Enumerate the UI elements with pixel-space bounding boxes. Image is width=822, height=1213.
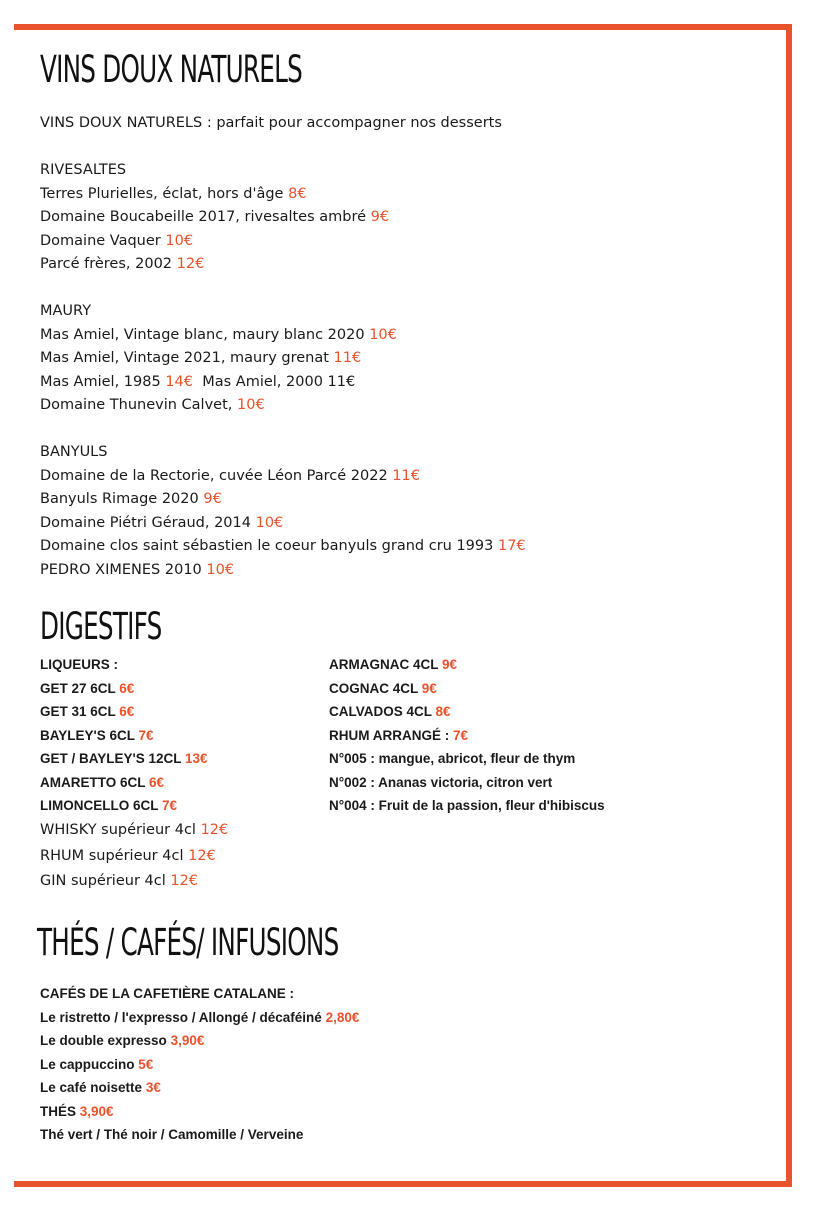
item-name: Domaine Piétri Géraud, 2014 <box>40 514 251 531</box>
item-price: 14€ <box>165 373 193 390</box>
item-price: 7€ <box>453 727 469 743</box>
list-item <box>40 535 526 559</box>
item-price: 6€ <box>119 704 135 719</box>
item-name: Le ristretto / l'expresso / Allongé / décaféiné <box>40 1009 322 1025</box>
list-item <box>40 1100 359 1124</box>
item-name: Parcé frères, 2002 <box>40 256 173 272</box>
hot-drinks-list <box>40 982 359 1147</box>
list-item <box>40 869 228 895</box>
list-item <box>40 1076 359 1100</box>
digestifs-right-list <box>329 653 605 818</box>
item-name: THÉS <box>40 1103 77 1119</box>
item-price-secondary: 11€ <box>327 373 356 390</box>
item-name: N°004 : Fruit de la passion, fleur d'hibiscus <box>329 798 605 813</box>
list-item <box>40 794 208 818</box>
list-item <box>40 982 359 1006</box>
item-price: 7€ <box>138 727 154 743</box>
item-price: 10€ <box>165 232 194 249</box>
section-title-vins-doux-naturels: VINS DOUX NATURELS <box>40 48 303 91</box>
list-item <box>40 347 397 371</box>
item-name: PEDRO XIMENES 2010 <box>40 561 202 578</box>
item-name: WHISKY supérieur 4cl <box>40 822 196 838</box>
list-item <box>40 724 208 748</box>
list-item <box>40 747 208 771</box>
frame-top-border <box>14 24 792 30</box>
item-name: N°005 : mangue, abricot, fleur de thym <box>329 751 576 766</box>
list-item <box>329 700 605 724</box>
item-name: GET 27 6CL <box>40 680 116 696</box>
item-price: 10€ <box>237 397 265 413</box>
digestifs-superior-list <box>40 818 228 895</box>
list-item <box>329 677 605 701</box>
item-name: AMARETTO 6CL <box>40 774 146 790</box>
item-name: RHUM ARRANGÉ : <box>329 727 450 743</box>
list-item <box>40 1123 359 1147</box>
item-price: 13€ <box>185 751 208 766</box>
list-item <box>40 818 228 844</box>
item-name-secondary: Mas Amiel, 2000 <box>202 373 323 390</box>
item-name: GET / BAYLEY'S 12CL <box>40 751 182 766</box>
item-price: 9€ <box>203 491 222 507</box>
item-name: CALVADOS 4CL <box>329 704 432 719</box>
item-price: 3€ <box>145 1080 161 1095</box>
item-price: 9€ <box>421 680 437 696</box>
rivesaltes-list <box>40 159 389 277</box>
item-name: Mas Amiel, 1985 <box>40 373 161 390</box>
item-price: 9€ <box>442 657 458 672</box>
digestifs-left-list <box>40 653 208 818</box>
banyuls-list <box>40 441 526 582</box>
list-item <box>40 183 389 207</box>
item-name: Le cappuccino <box>40 1056 135 1072</box>
item-price: 10€ <box>206 561 235 578</box>
list-item <box>40 512 526 536</box>
list-item <box>329 794 605 818</box>
item-name: Domaine Vaquer <box>40 232 161 249</box>
item-name: ARMAGNAC 4CL <box>329 657 439 672</box>
item-price: 11€ <box>333 350 362 366</box>
item-price: 12€ <box>200 822 229 838</box>
list-item <box>40 559 526 583</box>
item-price: 12€ <box>188 847 216 864</box>
item-price: 9€ <box>370 209 390 225</box>
item-name: Mas Amiel, Vintage blanc, maury blanc 2020 <box>40 326 365 343</box>
list-item <box>40 253 389 277</box>
item-name: RHUM supérieur 4cl <box>40 847 184 864</box>
list-item <box>329 653 605 677</box>
list-item <box>329 771 605 795</box>
item-price: 17€ <box>497 538 526 554</box>
item-price: 12€ <box>170 873 199 889</box>
category-label-liqueurs: LIQUEURS : <box>40 657 119 672</box>
list-item <box>40 488 526 512</box>
list-item <box>329 747 605 771</box>
item-price: 12€ <box>176 256 205 272</box>
list-item <box>40 230 389 254</box>
item-price: 6€ <box>149 774 165 790</box>
item-name: COGNAC 4CL <box>329 680 419 696</box>
item-name: LIMONCELLO 6CL <box>40 798 159 813</box>
item-price: 10€ <box>369 326 397 343</box>
section-intro: VINS DOUX NATURELS : parfait pour accompagner nos desserts <box>40 115 502 131</box>
frame-bottom-border <box>14 1181 792 1187</box>
item-name: Thé vert / Thé noir / Camomille / Verveine <box>40 1127 304 1142</box>
item-name: GIN supérieur 4cl <box>40 873 166 889</box>
item-price: 7€ <box>162 798 178 813</box>
item-price: 2,80€ <box>325 1009 360 1025</box>
frame-right-border <box>786 24 792 1187</box>
item-price: 11€ <box>392 467 420 484</box>
item-price: 8€ <box>435 704 451 719</box>
item-name: N°002 : Ananas victoria, citron vert <box>329 774 553 790</box>
list-item <box>40 1006 359 1030</box>
list-item <box>40 677 208 701</box>
item-name: BAYLEY'S 6CL <box>40 727 135 743</box>
item-price: 3,90€ <box>79 1103 114 1119</box>
category-label-banyuls: BANYULS <box>40 444 108 460</box>
list-item <box>40 394 397 418</box>
item-name: Le café noisette <box>40 1080 143 1095</box>
list-item <box>40 465 526 489</box>
item-name: Domaine de la Rectorie, cuvée Léon Parcé 2022 <box>40 467 388 484</box>
list-item <box>329 724 605 748</box>
item-name: CAFÉS DE LA CAFETIÈRE CATALANE : <box>40 986 294 1001</box>
item-name: Terres Plurielles, éclat, hors d'âge <box>40 185 284 202</box>
item-price: 5€ <box>138 1056 154 1072</box>
item-price: 8€ <box>288 185 307 202</box>
category-label-maury: MAURY <box>40 303 92 319</box>
item-name: Le double expresso <box>40 1033 167 1048</box>
section-title-digestifs: DIGESTIFS <box>40 605 162 648</box>
item-name: GET 31 6CL <box>40 704 116 719</box>
item-price: 3,90€ <box>170 1033 205 1048</box>
list-item <box>40 1053 359 1077</box>
item-name: Domaine clos saint sébastien le coeur banyuls grand cru 1993 <box>40 538 494 554</box>
list-item <box>40 771 208 795</box>
list-item <box>40 700 208 724</box>
item-name: Domaine Thunevin Calvet, <box>40 397 233 413</box>
list-item <box>40 206 389 230</box>
section-title-thes-cafes-infusions: THÉS / CAFÉS/ INFUSIONS <box>37 921 339 964</box>
item-price: 6€ <box>119 680 135 696</box>
list-item <box>40 371 397 395</box>
item-name: Banyuls Rimage 2020 <box>40 491 199 507</box>
item-name: Domaine Boucabeille 2017, rivesaltes ambré <box>40 209 367 225</box>
item-price: 10€ <box>255 514 284 531</box>
list-item <box>40 324 397 348</box>
item-name: Mas Amiel, Vintage 2021, maury grenat <box>40 350 329 366</box>
maury-list <box>40 300 397 418</box>
category-label-rivesaltes: RIVESALTES <box>40 162 127 178</box>
list-item <box>40 844 228 870</box>
list-item <box>40 1029 359 1053</box>
